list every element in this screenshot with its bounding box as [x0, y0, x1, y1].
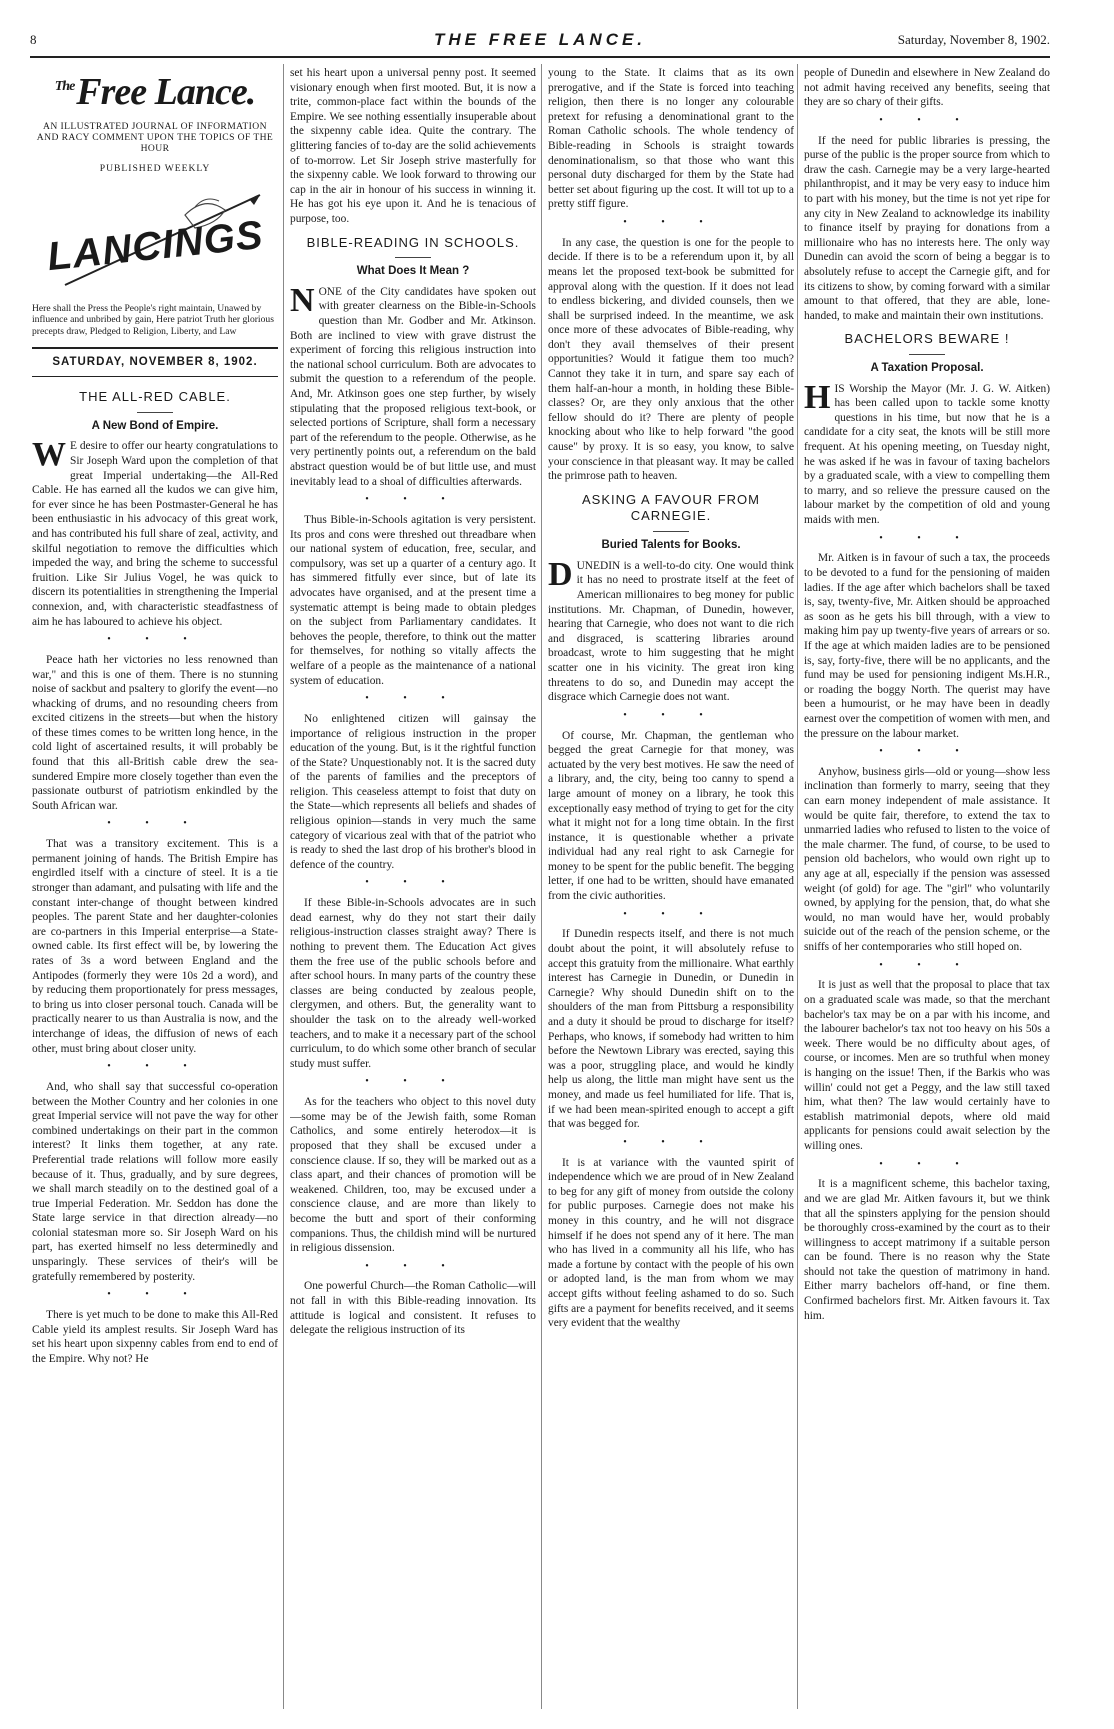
section-stars: • • • — [879, 532, 975, 544]
column-divider — [283, 64, 284, 1709]
divider — [909, 354, 945, 355]
article-paragraph — [804, 378, 1050, 528]
section-stars: • • • — [107, 1289, 203, 1301]
section-stars: • • • — [879, 746, 975, 758]
section-stars: • • • — [879, 114, 975, 126]
article-paragraph: There is yet much to be done to make this All-Red Cable yield its amplest results. Sir Joseph Ward has set his heart upon sixpenny cables from end to end of the Empire. Why not? He — [32, 1309, 278, 1365]
page-number: 8 — [30, 32, 37, 47]
drop-cap: W — [32, 436, 66, 474]
article-subtitle: A Taxation Proposal. — [870, 361, 984, 374]
article-paragraph: If these Bible-in-Schools advocates are in such dead earnest, why do they not start their daily religious-instruction classes straight away? There is nothing to prevent them. The Education Act gives them the free use of the public schools before and after school hours. In many parts of the country these classes are being conducted by zealous people, clergymen, and others. But, the generality want to shoulder the task on to the already well-worked teachers, and to make it a necessary part of the school curriculum, to do which some other branch of secular study must suffer. — [290, 897, 536, 1070]
issue-date-bar — [32, 347, 278, 377]
paragraph-text: UNEDIN is a well-to-do city. One would think it has no need to prostrate itself at the feet of American millionaires to beg money for public institutions. Mr. Chapman, of Dunedin, however, hearing that Carnegie, who does not want to die rich and disgraced, is scattering libraries around broadcast, wrote to him suggesting that he might scatter one in his vicinity. The great iron king threatens to do so, and Dunedin may accept the disgrace which Carnegie does not want. — [548, 559, 794, 704]
article-title: BIBLE-READING IN SCHOOLS. — [306, 234, 520, 250]
paragraph-text: IS Worship the Mayor (Mr. J. G. W. Aitken) has been called upon to tackle some knotty questions in his time, but now that he is a candidate for a city seat, the knots will be still more frequent. At his opening meeting, on Tuesday night, he was asked if he was in favour of taxing bachelors by a graduated scale, with a view to compelling them to marry, and so relieve the pressure caused on the labour market by the competition of old and young maids with men. — [804, 382, 1050, 526]
column-1 — [32, 66, 278, 1706]
article-paragraph: And, who shall say that successful co-operation between the Mother Country and her colonies in one great Imperial service will not pave the way for other combined undertakings on their part in the common interest? It links them together, at any rate. Preferential trade relations will follow more easily because of it. Thus, gradually, and by sure degrees, we shall march steadily on to the destined goal of a true Imperial Federation. Mr. Seddon has done the State large service in that direction already—no colonial statesman more so. Sir Joseph Ward on his part, has exerted himself no less determinedly and unsparingly. These services of their's will be gratefully remembered by posterity. — [32, 1080, 278, 1283]
logo-text: Free Lance. — [76, 71, 256, 113]
issue-date: Saturday, November 8, 1902. — [897, 32, 1050, 47]
article-paragraph: Thus Bible-in-Schools agitation is very persistent. Its pros and cons were threshed out threadbare when our national system of education, free, secular, and compulsory, was set up a quarter of a century ago. It has simmered fitfully ever since, but of late its advocates have organised, and at the present time a systematic attempt is being made to obtain pledges on the subject from Parliamentary candidates. It behoves the people, therefore, to think out the matter for themselves, for nothing so vitally affects the welfare of a people as the maintenance of a national system of education. — [290, 513, 536, 687]
section-stars: • • • — [365, 1076, 461, 1088]
article-paragraph: It is a magnificent scheme, this bachelor taxing, and we are glad Mr. Aitken favours it, but we think that all the spinsters applying for the pension should be thoroughly cross-examined by the court as to their willingness to accept matrimony if a suitable person can be found. There is no reason why the State should not take the question of matrimony in hand. Either marry bachelors off-hand, or fine them. Confirmed bachelors first. Mr. Aitken favours it. Tax him. — [804, 1178, 1050, 1322]
lancings-illustration — [32, 185, 278, 295]
section-stars: • • • — [365, 494, 461, 506]
divider — [137, 412, 173, 413]
column-4 — [804, 66, 1050, 1706]
section-stars: • • • — [623, 216, 719, 228]
section-stars: • • • — [107, 634, 203, 646]
article-title: BACHELORS BEWARE ! — [844, 331, 1010, 347]
drop-cap: N — [290, 281, 315, 319]
section-stars: • • • — [623, 709, 719, 721]
article-paragraph: One powerful Church—the Roman Catholic—will not fall in with this Bible-reading innovation. Its attitude is logical and consistent. It refuses to delegate the religious instruction of its — [290, 1280, 536, 1337]
section-stars: • • • — [365, 1260, 461, 1272]
page-header — [30, 30, 1050, 52]
drop-cap: D — [548, 555, 573, 593]
masthead-verse: Here shall the Press the People's right maintain, Unawed by influence and unbribed by gain, Here patriot Truth her glorious precepts draw, Pledged to Religion, Liberty, and Law — [32, 302, 274, 337]
article-subtitle: A New Bond of Empire. — [91, 419, 219, 432]
lancings-title: LANCINGS — [44, 212, 266, 280]
column-divider — [541, 64, 542, 1709]
divider — [395, 257, 431, 258]
article-subtitle: What Does It Mean ? — [356, 265, 470, 278]
article-paragraph: In any case, the question is one for the people to decide. If there is to be a referendum upon it, by all means let the proposed text-book be submitted for approval along with the question. If it does not lead to endless bickering, and divided counsels, then we shall be surprised indeed. In the meantime, we ask once more of these advocates of Bible-reading, why don't they avail themselves of their present opportunities? Would it fatigue them too much? Cannot they take it in turn, and spare say each of them half-an-hour a month, in holding these Bible-classes? Or, are they only anxious that the other fellow should do it? There are plenty of people knocking about who like to help forward "the good cause" by proxy. It is so easy, you know, to salve your conscience in that pleasant way. It may be called the primrose path to heaven. — [548, 236, 794, 483]
article-paragraph: people of Dunedin and elsewhere in New Zealand do not admit having received any benefits, seeing that they are so chary of their gifts. — [804, 67, 1050, 109]
article-paragraph: Mr. Aitken is in favour of such a tax, the proceeds to be devoted to a fund for the pensioning of maiden ladies. If the age after which bachelors shall be taxed is, say, twenty-five, Mr. Aitken should be approached as soon as he gets his bill through, with a view to making him pay up twenty-five years of arrears or so. If the age at which maiden ladies are to be pensioned is, say, forty-five, there will be no applicants, and the fund may be used for pensioning indigent Ms.H.R., or roading the boggy North. The querist may have been a humourist, or he may have been in deadly earnest over the competition of women with men, and the pressure on the labour market. — [804, 552, 1050, 740]
article-paragraph: Of course, Mr. Chapman, the gentleman who begged the great Carnegie for that money, was actuated by the very best motives. He saw the need of a library, and, the city, being too canny to spend a large amount of money on a library, he took this exceptionally easy method of trying to get for the city what it might not for a long time obtain. In the first instance, it is questionable whether a private individual had any real right to ask Carnegie for money to be spent for the public benefit. The begging letter, if one had to be written, should have emanated from the civic authorities. — [548, 729, 794, 903]
article-paragraph: Anyhow, business girls—old or young—show less inclination than formerly to marry, seeing that they can earn money independent of male assistance. It would be quite fair, therefore, to extend the tax to unmarried ladies who refused to listen to the voice of the male charmer. The fund, of course, to be used to pension old bachelors, who would own right up to any age at all, especially if the pension was assessed weight (of gold) for age. The "girl" who voluntarily owned, by applying for the pension, that, do what she would, no man would have her, would probably suicide out of the reach of the pension scheme, or the sniffs of her contemporaries who still hoped on. — [804, 765, 1050, 954]
section-stars: • • • — [623, 908, 719, 920]
section-stars: • • • — [879, 1158, 975, 1170]
column-2 — [290, 66, 536, 1706]
published-weekly: PUBLISHED WEEKLY — [99, 162, 211, 174]
article-paragraph: young to the State. It claims that as its own prerogative, and if the State is forced into teaching religion, then there is no longer any colourable pretext for refusing a denominational grant to the Roman Catholic schools. The whole tendency of Bible-reading in Schools is straight towards denominationalism, so that those who want this personal duty discharged for them by the State had better set about figuring up the cost. It will tot up to a pretty stiff figure. — [548, 67, 794, 211]
article-title: THE ALL-RED CABLE. — [79, 389, 231, 405]
section-stars: • • • — [365, 693, 461, 705]
article-paragraph — [548, 555, 794, 705]
article-paragraph: No enlightened citizen will gainsay the importance of religious instruction in the proper education of the young. But, is it the rightful function of the State? Unquestionably not. It is the sacred duty of the parents of families and the preceptors of religion. This ceaseless attempt to foist that duty on the State—which represents all beliefs and shades of religious opinion—stands in very much the same category of vicarious zeal with that of the patriot who is ready to shed the last drop of his brother's blood in defence of the country. — [290, 712, 536, 871]
drop-cap: H — [804, 378, 831, 416]
section-stars: • • • — [365, 877, 461, 889]
article-paragraph — [32, 436, 278, 629]
column-3 — [548, 66, 794, 1706]
logo-the: The — [54, 79, 75, 95]
article-paragraph: It is at variance with the vaunted spirit of independence which we are proud of in New Zealand to beg for any gift of money from outside the colony for public purposes. Carnegie does not make his money in this country, and he will not disgrace himself if he does not spend any of it here. The man who has lived in a community all his life, who has made a fortune by contact with the people of his own or adopted land, is the man from whom we may accept gifts without feeling ashamed to do so. Such gifts are a payment for benefits received, and it seems very evident that the wealthy — [548, 1156, 794, 1330]
masthead-logo — [32, 68, 278, 117]
article-paragraph: It is just as well that the proposal to place that tax on a graduated scale was made, so that the merchant bachelor's tax may be on a par with his income, and the labourer bachelor's tax not too heavy on his 50s a week. There would be no difficulty about ages, of course, or incomes. Men are so truthful when money is hanging on the issue! Then, if the Barkis who was willin' could not get a Peggy, and the law still taxed him, what then? The law would certainly have to establish matrimonial depots, where old maid applicants for pensions could await selection by the willing ones. — [804, 979, 1050, 1152]
column-divider — [797, 64, 798, 1709]
article-paragraph: If the need for public libraries is pressing, the purse of the public is the proper source from which to draw the cash. Carnegie may be a very large-hearted philanthropist, and it may be very easy to induce him to part with his money, but the time is not yet ripe for any city in New Zealand to acknowledge its inability to finance itself by praying for donations from a millionaire who has no interests here. The only way Dunedin can avoid the scorn of being a beggar is to absolutely refuse to accept the Carnegie gift, and for its citizens to show, by coming forward with a similar amount to that offered, that they are able, lone-handed, to make and maintain their own institutions. — [804, 134, 1050, 322]
masthead — [32, 68, 278, 377]
paragraph-text: E desire to offer our hearty congratulations to Sir Joseph Ward upon the completion of that great Imperial undertaking—the All-Red Cable. He has earned all the kudos we can give him, for ever since he has been Postmaster-General he has been enthusiastic in his advocacy of this great work, and has contributed his full share of zeal, activity, and skilful negotiation to remove the difficulties which impeded the way, and bring the scheme to successful fruition. Like Sir Julius Vogel, he was quick to discern its potentialities in strengthening the Imperial connexion, and, with characteristic steadfastness of aim he has laboured to achieve his object. — [32, 440, 278, 628]
article-paragraph: As for the teachers who object to this novel duty—some may be of the Jewish faith, some Roman Catholics, and some entirely heterodox—it is proposed that they shall be excused under a conscience clause. If so, they will be marked out as a class apart, and their chances of promotion will be weakened. Children, too, may be excused under a conscience clause, and are more than likely to become the butt and sport of their conforming companions. Thus, the childish mind will be nurtured in religious dissension. — [290, 1096, 536, 1255]
paragraph-text: ONE of the City candidates have spoken out with greater clearness on the Bible-in-Schools question than Mr. Godber and Mr. Atkinson. Both are inclined to view with grave distrust the experiment of forcing this religious instruction into the national school curriculum. Both are advocates to submit the question to a referendum of the people. And, Mr. Atkinson goes one step further, by wisely stipulating that the proposed religious text-book, or selected portions of Scripture, shall form a necessary part of the referendum to the people. Otherwise, as he very pertinently points out, a referendum on the bald abstract question would be of but little use, and must inevitably lead to a shoal of difficulties afterwards. — [290, 285, 536, 488]
divider — [653, 531, 689, 532]
article-subtitle: Buried Talents for Books. — [601, 539, 741, 552]
newspaper-title: THE FREE LANCE. — [433, 30, 647, 49]
article-paragraph: set his heart upon a universal penny post. It seemed visionary enough when first mooted. But, it is now a trite, common-place fact within the bounds of the Empire. We see nothing essentially insuperable about the sixpenny cable idea. Quite the contrary. The glittering fancies of to-day are the solid achievements of to-morrow. Let Sir Joseph strive masterfully for the sixpenny cable. We look forward to throwing our cap in the air in honour of his success in winning it. He has got his eye upon it. And he is tenacious of purpose, too. — [290, 67, 536, 225]
issue-date-text: SATURDAY, NOVEMBER 8, 1902. — [52, 356, 258, 369]
article-paragraph: If Dunedin respects itself, and there is not much doubt about the point, it will absolutely refuse to accept this gratuity from the millionaire. What earthly interest has Carnegie in Dunedin, or Dunedin in Carnegie? Why should Dunedin shift on to the shoulders of the man from Pittsburg a responsibility and a duty it should be proud to discharge for itself? Perhaps, who knows, if somebody had written to him before the Newtown Library was erected, saying this was a poor, struggling place, and would he kindly help us along, the little man might have sent us the money, and made us feel humiliated for life. That is, if we had been mean-spirited enough to accept a gift that was begged for. — [548, 928, 794, 1131]
section-stars: • • • — [623, 1136, 719, 1148]
article-paragraph: That was a transitory excitement. This is a permanent joining of hands. The British Empire has engirdled itself with a cincture of steel. It is a tie stronger than adamant, and pulsating with life and the constant inter-change of thought between kindred peoples. The parent State and her daughter-colonies are co-partners in this Imperial enterprise—a State-owned cable. Its first effect will be, by lowering the rates of 3s a word between England and the Antipodes (formerly they were 10s 2d a word), and by reducing them proportionately for press messages, to bring us into closer personal touch. Canada will be practically nearer to us than Australia is now, and the interchange of ideas, the diffusion of news of each other, must bring about closer unity. — [32, 838, 278, 1055]
article-paragraph: Peace hath her victories no less renowned than war," and this is one of them. There is no stunning noise of sackbut and psaltery to glorify the event—no whacking of drums, and no resounding cheers from excited citizens in the streets—but when the history of these times comes to be written long hence, in the cold light of ascertained results, it will probably be found that this all-British cable drew the sea-sundered Empire more closely together than even the passionate outburst of patriotism enkindled by the South African war. — [32, 653, 278, 812]
article-paragraph — [290, 281, 536, 489]
masthead-tagline: AN ILLUSTRATED JOURNAL OF INFORMATION AND RACY COMMENT UPON THE TOPICS OF THE HOUR — [36, 120, 274, 155]
header-rule — [30, 56, 1050, 58]
section-stars: • • • — [107, 1061, 203, 1073]
section-stars: • • • — [107, 818, 203, 830]
article-title: ASKING A FAVOUR FROM CARNEGIE. — [582, 491, 760, 524]
section-stars: • • • — [879, 959, 975, 971]
